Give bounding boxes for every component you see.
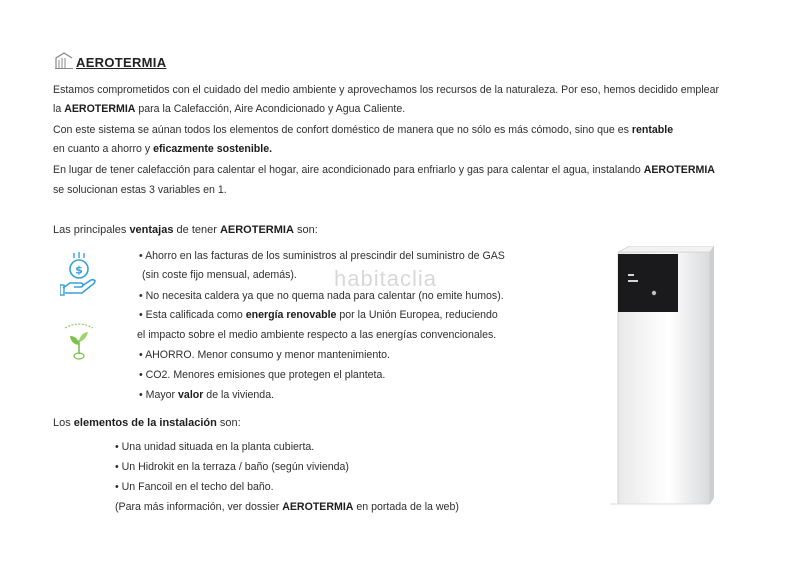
- element-note: (Para más información, ver dossier AEROTERMIA en portada de la web): [115, 501, 459, 513]
- intro-line-2: la AEROTERMIA para la Calefacción, Aire Acondicionado y Agua Caliente.: [53, 103, 406, 115]
- element-item-1: • Una unidad situada en la planta cubierta.: [115, 441, 315, 453]
- advantage-item-1-cont: (sin coste fijo mensual, además).: [142, 269, 297, 281]
- intro-line-3: Con este sistema se aúnan todos los elementos de confort doméstico de manera que no sólo es más cómodo, sino que es rentable: [53, 124, 674, 136]
- intro-line-5: En lugar de tener calefacción para calentar el hogar, aire acondicionado para enfriarlo y gas para calentar el agua, instalando AEROTERMIA: [53, 164, 715, 176]
- advantage-item-3-cont: el impacto sobre el medio ambiente respecto a las energías convencionales.: [137, 329, 497, 341]
- watermark: habitaclia: [334, 266, 437, 291]
- intro-line-1: Estamos comprometidos con el cuidado del medio ambiente y aprovechamos los recursos de la naturaleza. Por eso, hemos decidido emplear: [53, 84, 719, 96]
- money-hand-icon: [60, 252, 98, 298]
- advantages-heading: Las principales ventajas de tener AEROTERMIA son:: [53, 224, 318, 236]
- advantage-item-4: • AHORRO. Menor consumo y menor mantenimiento.: [139, 349, 390, 361]
- advantage-item-1: • Ahorro en las facturas de los suministros al prescindir del suministro de GAS: [139, 250, 505, 262]
- elements-heading: Los elementos de la instalación son:: [53, 417, 241, 429]
- advantage-item-6: • Mayor valor de la vivienda.: [139, 389, 275, 401]
- building-icon: [54, 50, 74, 70]
- svg-text:$: $: [75, 263, 83, 277]
- intro-line-4: en cuanto a ahorro y eficazmente sostenible.: [53, 143, 273, 155]
- intro-line-6: se solucionan estas 3 variables en 1.: [53, 184, 227, 196]
- advantage-item-3: • Esta calificada como energía renovable por la Unión Europea, reduciendo: [139, 309, 498, 321]
- element-item-3: • Un Fancoil en el techo del baño.: [115, 481, 274, 493]
- page-title: AEROTERMIA: [76, 55, 167, 70]
- advantage-item-5: • CO2. Menores emisiones que protegen el planteta.: [139, 369, 386, 381]
- element-item-2: • Un Hidrokit en la terraza / baño (según vivienda): [115, 461, 349, 473]
- advantage-item-2: • No necesita caldera ya que no quema nada para calentar (no emite humos).: [139, 290, 504, 302]
- heat-pump-unit-image: [610, 246, 714, 510]
- eco-bulb-icon: [62, 318, 96, 360]
